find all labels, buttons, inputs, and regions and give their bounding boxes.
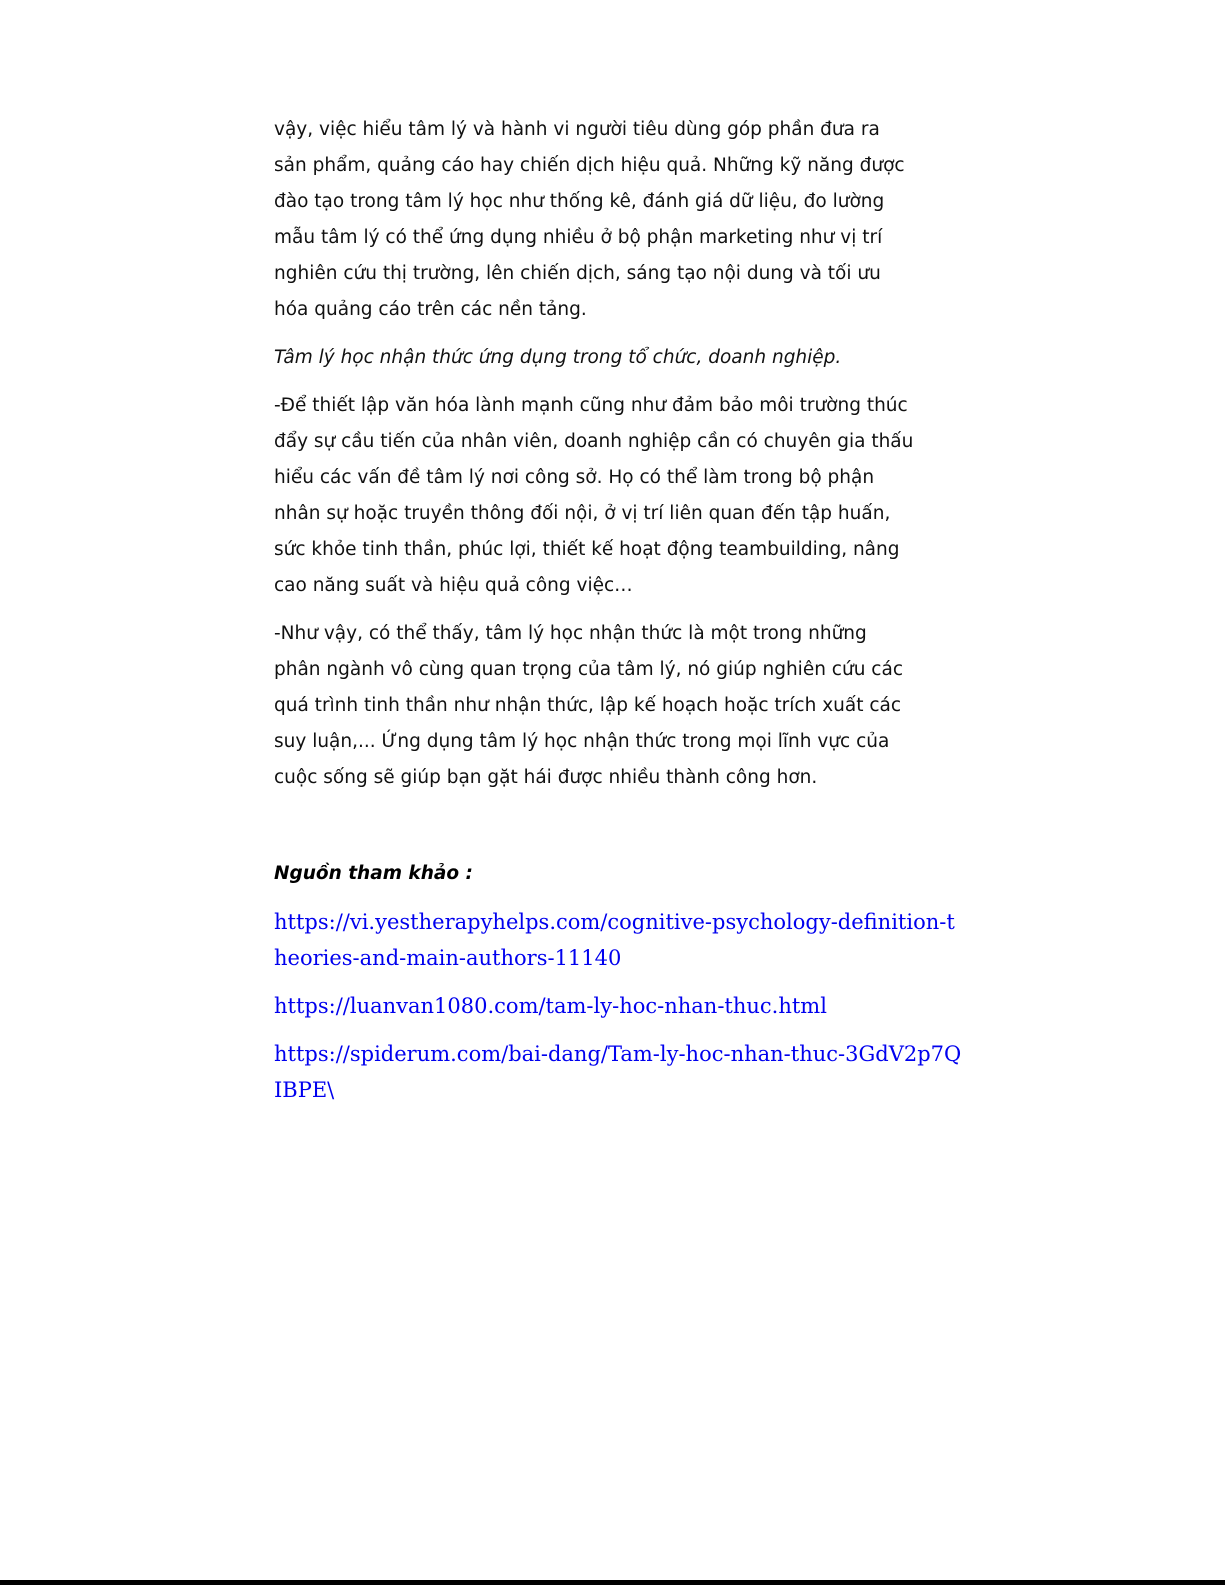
reference-link-luanvan1080[interactable]: https://luanvan1080.com/tam-ly-hoc-nhan-thuc.html (274, 994, 827, 1018)
references-heading: Nguồn tham khảo : (274, 863, 473, 884)
paragraph-line: quá trình tinh thần như nhận thức, lập kế hoạch hoặc trích xuất các (274, 695, 902, 716)
paragraph-consumer-psychology (274, 112, 964, 328)
paragraph-line: cuộc sống sẽ giúp bạn gặt hái được nhiều thành công hơn. (274, 767, 818, 788)
paragraph-line: đào tạo trong tâm lý học như thống kê, đánh giá dữ liệu, đo lường (274, 191, 885, 212)
paragraph-line: nhân sự hoặc truyền thông đối nội, ở vị trí liên quan đến tập huấn, (274, 503, 891, 524)
paragraph-line: vậy, việc hiểu tâm lý và hành vi người tiêu dùng góp phần đưa ra (274, 119, 880, 140)
paragraph-line: sức khỏe tinh thần, phúc lợi, thiết kế hoạt động teambuilding, nâng (274, 539, 900, 560)
paragraph-line: suy luận,... Ứng dụng tâm lý học nhận thức trong mọi lĩnh vực của (274, 731, 890, 752)
paragraph-line: hiểu các vấn đề tâm lý nơi công sở. Họ có thể làm trong bộ phận (274, 467, 875, 488)
paragraph-line: mẫu tâm lý có thể ứng dụng nhiều ở bộ phận marketing như vị trí (274, 227, 883, 248)
reference-link-spiderum[interactable]: https://spiderum.com/bai-dang/Tam-ly-hoc-nhan-thuc-3GdV2p7QIBPE\ (274, 1042, 962, 1102)
paragraph-line: phân ngành vô cùng quan trọng của tâm lý, nó giúp nghiên cứu các (274, 659, 903, 680)
paragraph-line: cao năng suất và hiệu quả công việc… (274, 575, 633, 596)
paragraph-line: đẩy sự cầu tiến của nhân viên, doanh nghiệp cần có chuyên gia thấu (274, 431, 914, 452)
page-bottom-border (0, 1580, 1225, 1585)
paragraph-line: sản phẩm, quảng cáo hay chiến dịch hiệu quả. Những kỹ năng được (274, 155, 905, 176)
document-body (274, 112, 964, 1120)
paragraph-line: -Để thiết lập văn hóa lành mạnh cũng như đảm bảo môi trường thúc (274, 395, 908, 416)
paragraph-line: -Như vậy, có thể thấy, tâm lý học nhận thức là một trong những (274, 623, 867, 644)
paragraph-workplace (274, 388, 964, 604)
paragraph-line: nghiên cứu thị trường, lên chiến dịch, sáng tạo nội dung và tối ưu (274, 263, 881, 284)
reference-link-yestherapyhelps[interactable]: https://vi.yestherapyhelps.com/cognitive-psychology-definition-theories-and-main-authors-11140 (274, 910, 955, 970)
section-subheading: Tâm lý học nhận thức ứng dụng trong tổ chức, doanh nghiệp. (274, 347, 842, 368)
paragraph-conclusion (274, 616, 964, 796)
paragraph-line: hóa quảng cáo trên các nền tảng. (274, 299, 587, 320)
